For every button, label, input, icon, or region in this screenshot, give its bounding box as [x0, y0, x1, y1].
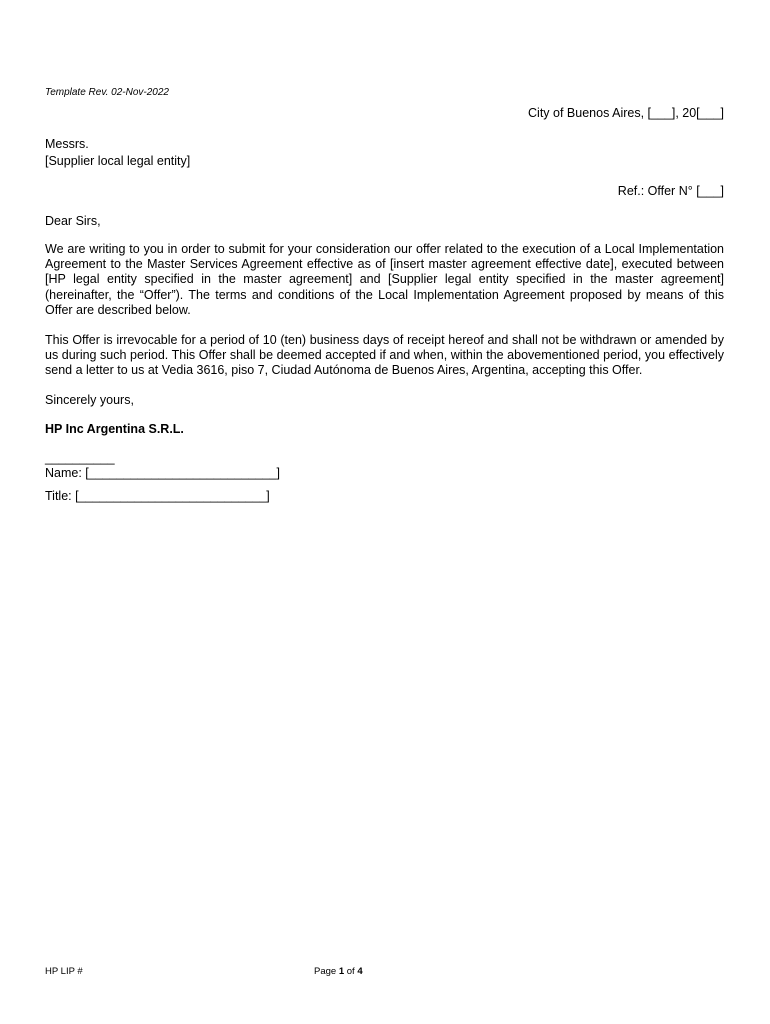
footer-page-current: 1 [338, 966, 345, 977]
footer-lip-number: HP LIP # [45, 966, 83, 977]
recipient-messrs: Messrs. [45, 137, 89, 151]
body-paragraph-2: This Offer is irrevocable for a period of 10 (ten) business days of receipt hereof and shall not be withdrawn or amended by us during such period. This Offer shall be deemed accepted if and when, within the abovementioned period, you effectively send a letter to us at Vedia 3616, piso 7, Ciudad Autónoma de Buenos Aires, Argentina, accepting this Offer. [45, 333, 724, 378]
reference-line: Ref.: Offer N° [___] [617, 184, 724, 198]
body-paragraph-1: We are writing to you in order to submit for your consideration our offer related to the execution of a Local Implementation Agreement to the Master Services Agreement effective as of [insert master agreement effective date], executed between [HP legal entity specified in the master agreement] and [Supplier legal entity specified in the master agreement] (hereinafter, the “Offer”). The terms and conditions of the Local Implementation Agreement proposed by means of this Offer are described below. [45, 242, 724, 317]
recipient-entity: [Supplier local legal entity] [45, 154, 191, 168]
closing: Sincerely yours, [45, 393, 134, 407]
footer-page-of: of [346, 966, 355, 977]
footer-page-total: 4 [357, 966, 363, 977]
footer-page-word: Page [314, 966, 337, 977]
signature-line: __________ [45, 451, 115, 465]
footer-page-number [314, 966, 363, 977]
signature-company: HP Inc Argentina S.R.L. [45, 422, 184, 436]
salutation: Dear Sirs, [45, 214, 101, 228]
template-revision: Template Rev. 02-Nov-2022 [45, 87, 169, 98]
signature-name-field: Name: [___________________________] [45, 466, 280, 480]
city-date-line: City of Buenos Aires, [___], 20[___] [528, 106, 724, 120]
signature-title-field: Title: [___________________________] [45, 489, 270, 503]
